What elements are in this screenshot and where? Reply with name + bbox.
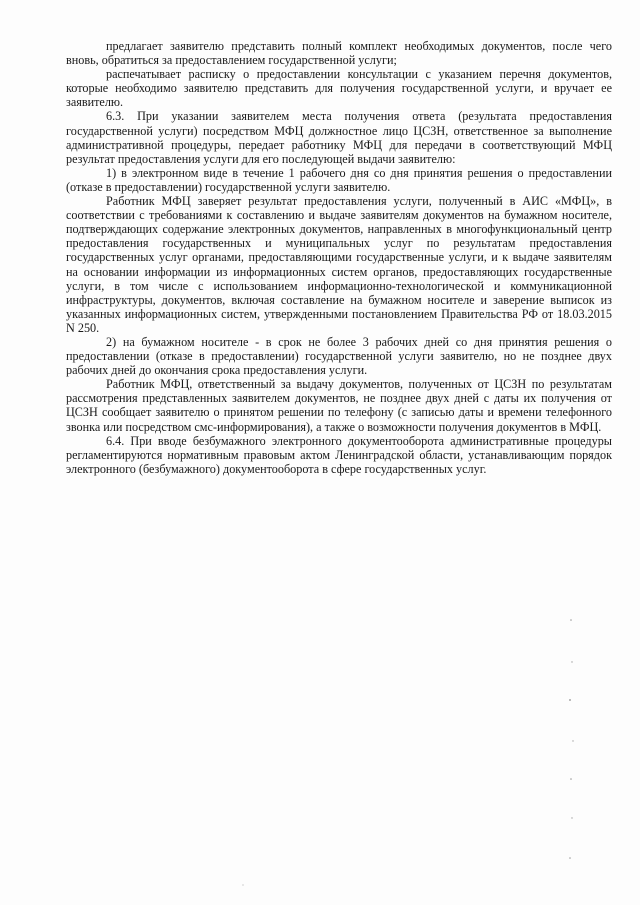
paragraph-6-4: 6.4. При вводе безбумажного электронного документооборота административные процедуры регламентируются нормативным правовым актом Ленинградской области, устанавливающим порядок электронного (безбумажного) документооборота в сфере государственных услуг.	[66, 433, 612, 476]
paragraph-paper-form: 2) на бумажном носителе - в срок не более 3 рабочих дней со дня принятия решения о предоставлении (отказе в предоставлении) государственной услуги заявителю, но не позднее двух рабочих дней до окончания срока предоставления услуги.	[66, 334, 612, 378]
paragraph-print-receipt: распечатывает расписку о предоставлении консультации с указанием перечня документов, которые необходимо заявителю представить для получения государственной услуги, и вручает ее заявителю.	[66, 67, 612, 110]
paragraph-6-3: 6.3. При указании заявителем места получения ответа (результата предоставления государственной услуги) посредством МФЦ должностное лицо ЦСЗН, ответственное за выполнение административной процедуры, передает работнику МФЦ для передачи в соответствующий МФЦ результат предоставления услуги для его последующей выдачи заявителю:	[66, 109, 612, 166]
paragraph-request-documents: предлагает заявителю представить полный комплект необходимых документов, после чего вновь, обратиться за предоставлением государственной услуги;	[66, 39, 612, 68]
paragraph-mfc-certifies: Работник МФЦ заверяет результат предоставления услуги, полученный в АИС «МФЦ», в соответствии с требованиями к составлению и выдаче заявителям документов на бумажном носителе, подтверждающих содержание электронных документов, направленных в многофункциональный центр предоставления государственных и муниципальных услуг по результатам предоставления государственных услуг органами, предоставляющими государственные услуги, и к выдаче заявителям на основании информации из информационных систем органов, предоставляющих государственные услуги, в том числе с использованием информационно-технологической и коммуникационной инфраструктуры, документов, включая составление на бумажном носителе и заверение выписок из указанных информационных систем, утвержденными постановлением Правительства РФ от 18.03.2015 N 250.	[66, 194, 612, 335]
paragraph-mfc-notifies: Работник МФЦ, ответственный за выдачу документов, полученных от ЦСЗН по результатам рассмотрения представленных заявителем документов, не позднее двух дней с даты их получения от ЦСЗН сообщает заявителю о принятом решении по телефону (с записью даты и времени телефонного звонка или посредством смс-информирования), а также о возможности получения документов в МФЦ.	[66, 377, 612, 434]
paragraph-electronic-form: 1) в электронном виде в течение 1 рабочего дня со дня принятия решения о предоставлении (отказе в предоставлении) государственной услуги заявителю.	[66, 165, 612, 194]
